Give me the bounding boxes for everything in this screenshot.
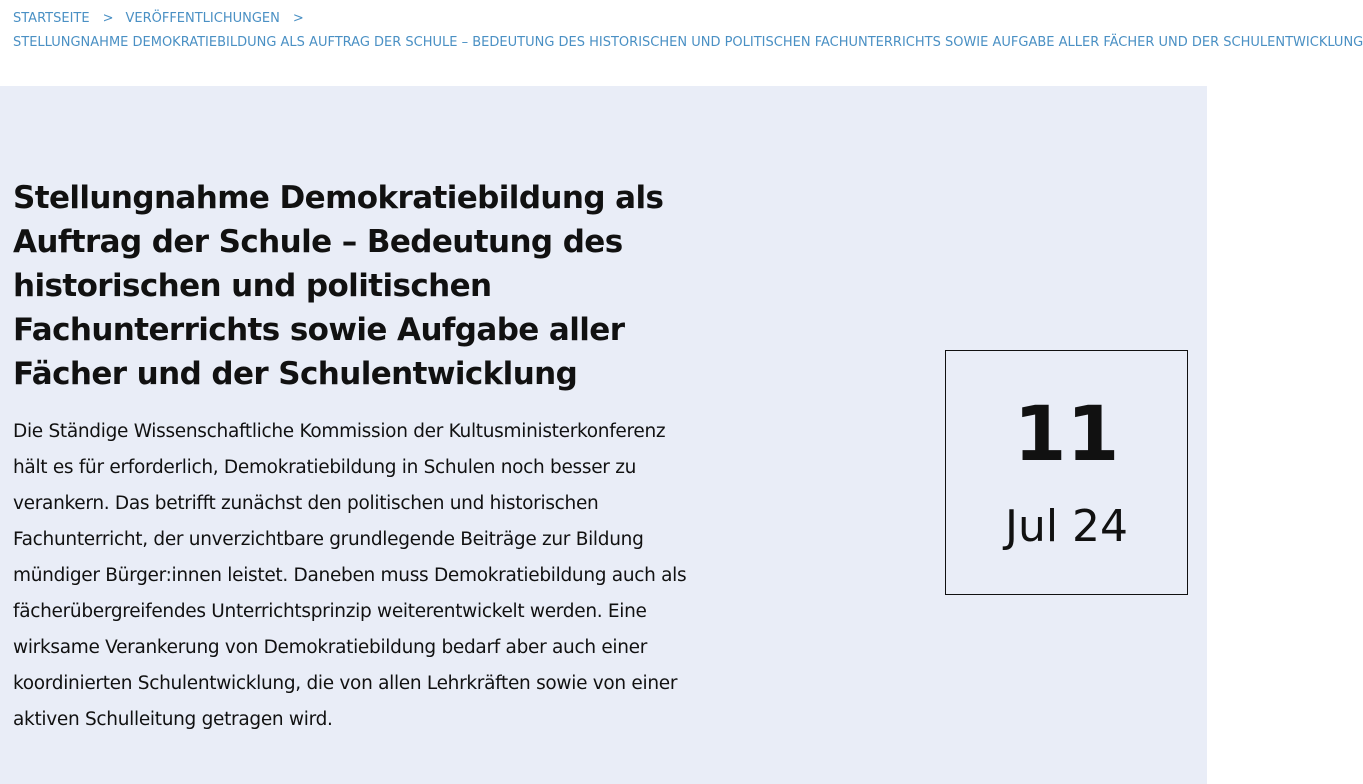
breadcrumb-separator: > (102, 11, 114, 26)
article-intro: Die Ständige Wissenschaftliche Kommission der Kultusministerkonferenz hält es für erforderlich, Demokratiebildung in Schulen noch besser zu verankern. Das betrifft zunächst den politischen und historischen Fachunterricht, der unverzichtbare grundlegende Beiträge zur Bildung mündiger Bürger:innen leistet. Daneben muss Demokratiebildung auch als fächerübergreifendes Unterrichtsprinzip weiterentwickelt werden. Eine wirksame Verankerung von Demokratiebildung bedarf aber auch einer koordinierten Schulentwicklung, die von allen Lehrkräften sowie von einer aktiven Schulleitung getragen wird. (13, 421, 687, 730)
breadcrumb-separator: > (292, 11, 304, 26)
breadcrumb-link-startseite[interactable]: STARTSEITE (13, 11, 90, 26)
date-day: 11 (1013, 389, 1120, 478)
date-badge (945, 350, 1188, 595)
breadcrumb-link-veroeffentlichungen[interactable]: VERÖFFENTLICHUNGEN (125, 11, 280, 26)
article-section (0, 86, 1207, 784)
date-month-year: Jul 24 (1004, 501, 1129, 552)
breadcrumb-links (13, 10, 316, 27)
page-title: Stellungnahme Demokratiebildung als Auftrag der Schule – Bedeutung des historischen und politischen Fachunterrichts sowie Aufgabe aller Fächer und der Schulentwicklung (13, 180, 664, 392)
breadcrumb (0, 0, 1363, 86)
breadcrumb-current: STELLUNGNAHME DEMOKRATIEBILDUNG ALS AUFTRAG DER SCHULE – BEDEUTUNG DES HISTORISCHEN UND POLITISCHEN FACHUNTERRICHTS SOWIE AUFGABE ALLER FÄCHER UND DER SCHULENTWICKLUNG (13, 35, 1363, 50)
